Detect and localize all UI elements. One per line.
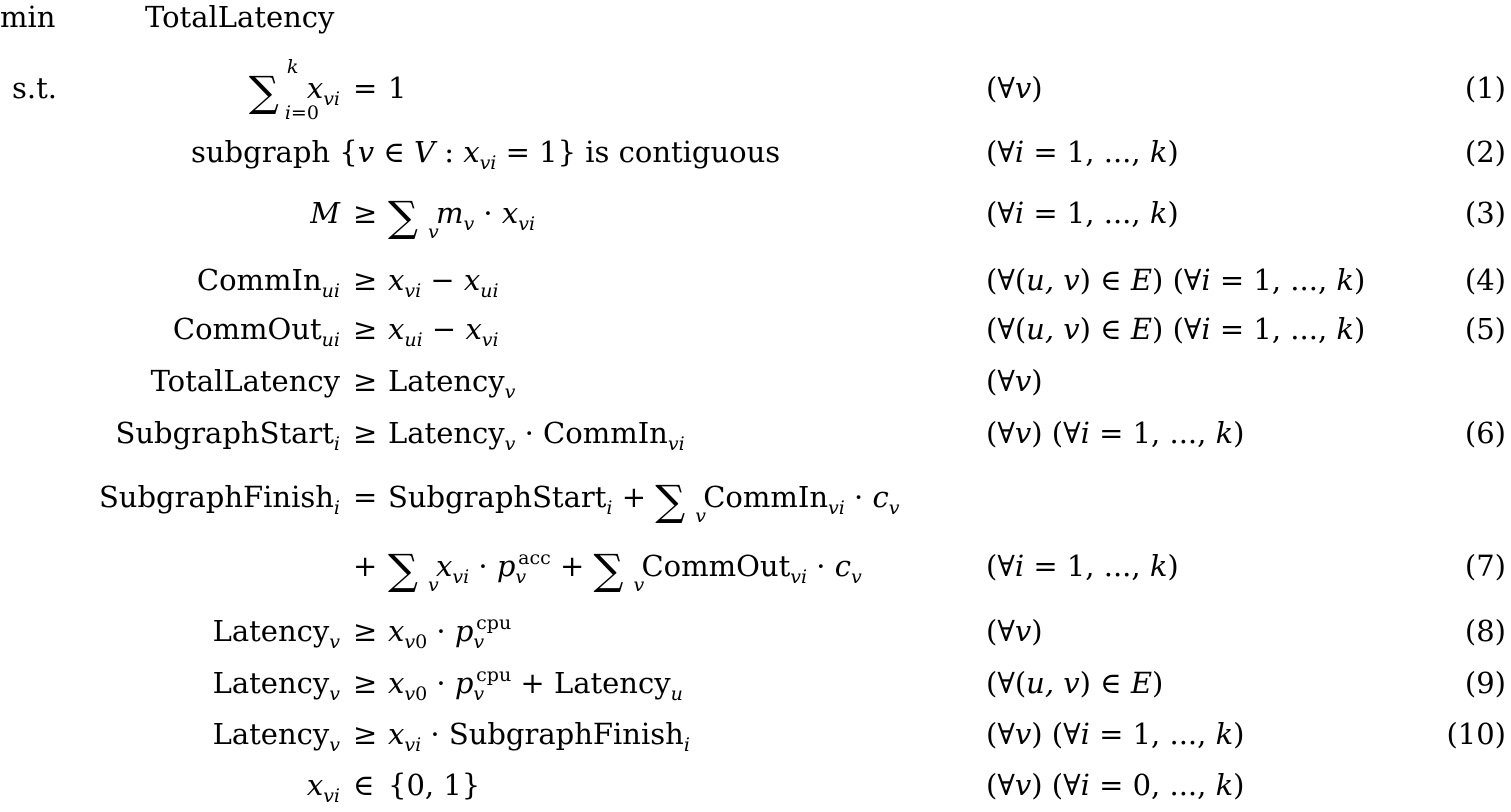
constraint-rhs: ∑ v $m_v \cdot x_{vi}$ [388,191,536,243]
constraint-row-6 [0,406,1511,460]
constraint-row-binary [0,758,1511,812]
constraint-relation: ≥ [353,364,378,398]
constraint-rhs: $x_{vi}$ · SubgraphFinish$_i$ [388,717,690,756]
constraint-rhs: {0, 1} [388,768,481,802]
constraint-relation: ≥ [353,666,378,700]
constraint-lhs: M [310,196,340,230]
constraint-condition: (∀(u, v) ∈ E) [986,666,1164,700]
constraint-lhs: ∑ k i=0 $x_{vi}$ [248,55,340,124]
constraint-relation: ∈ [353,768,375,802]
constraint-rhs: $x_{v0} \cdot p_v^{cpu}$ + Latency$_u$ [388,664,683,705]
equation-number: (2) [1464,135,1506,169]
constraint-rhs: $x_{vi} - x_{ui}$ [388,263,499,302]
equation-number: (3) [1464,196,1506,230]
constraint-condition: (∀i = 1, ..., k) [986,135,1179,169]
equation-number: (7) [1464,549,1506,583]
constraint-row-2 [0,125,1511,179]
constraint-lhs: Latency$_v$ [212,717,340,756]
constraint-condition: (∀(u, v) ∈ E) (∀i = 1, ..., k) [986,263,1366,297]
constraint-condition: (∀v) (∀i = 1, ..., k) [986,717,1245,751]
constraint-lhs: CommIn$_{ui}$ [196,263,340,302]
equation-number: (9) [1464,666,1506,700]
constraint-condition: (∀(u, v) ∈ E) (∀i = 1, ..., k) [986,312,1366,346]
constraint-rhs: ∑ v $x_{vi} \cdot p_v^{acc}$ + ∑ v CommOut$_{vi}$ · $c_v$ [388,544,862,596]
constraint-rhs: $x_{ui} - x_{vi}$ [388,312,499,351]
constraint-relation: = [353,480,378,514]
objective-row [0,0,1511,44]
constraint-row-total-latency [0,354,1511,408]
constraints-keyword: s.t. [12,71,57,105]
constraint-relation: = [353,71,378,105]
constraint-relation: ≥ [353,196,378,230]
equation-number: (5) [1464,312,1506,346]
constraint-lhs: SubgraphFinish$_i$ [98,480,340,519]
constraint-relation: ≥ [353,416,378,450]
constraint-row-3 [0,186,1511,243]
constraint-condition: (∀v) [986,71,1043,105]
constraint-relation: ≥ [353,614,378,648]
constraint-row-8 [0,604,1511,658]
constraint-relation: ≥ [353,717,378,751]
constraint-row-10 [0,707,1511,761]
constraint-rhs: Latency$_v$ · CommIn$_{vi}$ [388,416,685,455]
constraint-row-7b [0,539,1511,596]
objective-expression: TotalLatency [145,0,335,34]
constraint-lhs: Latency$_v$ [212,614,340,653]
constraint-lhs-display: TotalLatency [150,364,340,398]
constraint-rhs: SubgraphStart$_i$ + ∑ v CommIn$_{vi}$ · $c_v$ [388,475,900,527]
constraint-row-5 [0,302,1511,356]
constraint-rhs: $x_{v0} \cdot p_v^{cpu}$ [388,612,512,653]
equation-number: (1) [1464,71,1506,105]
equation-number: (10) [1446,717,1506,751]
constraint-row-9 [0,656,1511,710]
constraint-lhs: subgraph {v ∈ V : $x_{vi} = 1$} is contiguous [191,135,781,174]
constraint-condition: (∀v) [986,364,1043,398]
constraint-row-4 [0,253,1511,307]
constraint-relation: ≥ [353,312,378,346]
constraint-condition: (∀i = 1, ..., k) [986,549,1179,583]
constraint-relation: ≥ [353,263,378,297]
equation-number: (6) [1464,416,1506,450]
equation-number: (4) [1464,263,1506,297]
constraint-lhs: SubgraphStart$_i$ [115,416,340,455]
constraint-condition: (∀v) (∀i = 0, ..., k) [986,768,1245,802]
constraint-row-7a [0,470,1511,527]
objective-keyword: min [0,0,56,34]
constraint-lhs: CommOut$_{ui}$ [172,312,340,351]
constraint-rhs: Latency$_v$ [388,364,516,403]
sum-symbol: ∑ k i=0 [248,55,319,124]
constraint-condition: (∀v) [986,614,1043,648]
constraint-row-1 [0,55,1511,124]
constraint-lhs: Latency$_v$ [212,666,340,705]
constraint-rhs: 1 [388,71,407,105]
constraint-condition: (∀v) (∀i = 1, ..., k) [986,416,1245,450]
constraint-relation: + [353,549,378,583]
constraint-lhs: $x_{vi}$ [306,768,340,807]
equation-number: (8) [1464,614,1506,648]
constraint-condition: (∀i = 1, ..., k) [986,196,1179,230]
